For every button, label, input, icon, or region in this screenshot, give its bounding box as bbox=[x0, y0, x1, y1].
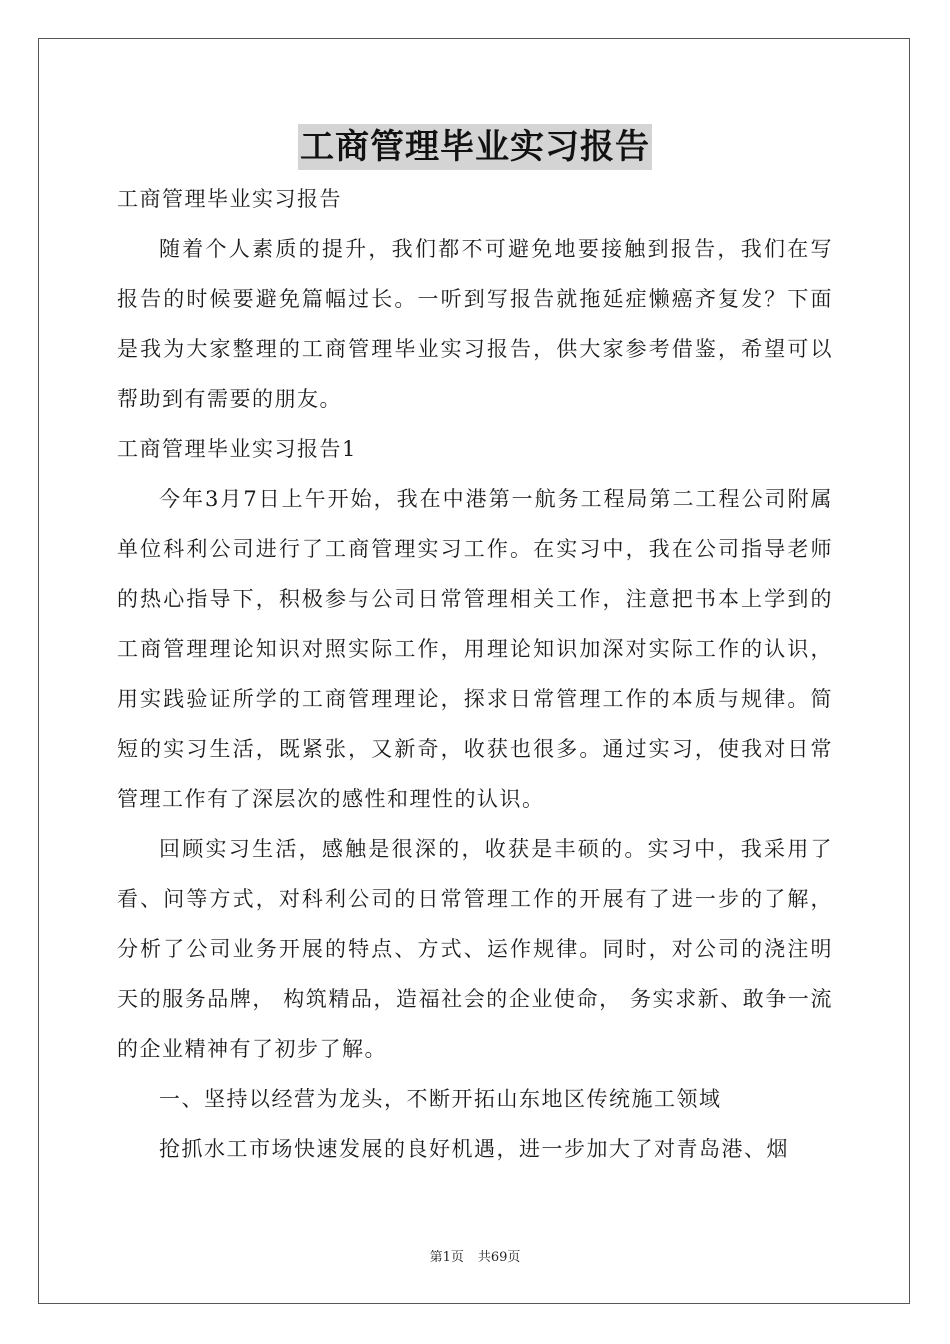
paragraph: 一、坚持以经营为龙头，不断开拓山东地区传统施工领域 bbox=[159, 1087, 722, 1111]
document-body bbox=[117, 174, 833, 1174]
page-number: 第1页 bbox=[429, 1250, 464, 1265]
page-footer bbox=[0, 1246, 950, 1265]
paragraph: 回顾实习生活，感触是很深的，收获是丰硕的。实习中，我采用了看、问等方式，对科利公司的日常管理工作的开展有了进一步的了解，分析了公司业务开展的特点、方式、运作规律。同时，对公司的浇注明天的服务品牌， 构筑精品，造福社会的企业使命， 务实求新、敢争一流的企业精神有了初步了解。 bbox=[117, 837, 833, 1061]
paragraph: 工商管理毕业实习报告1 bbox=[117, 437, 357, 461]
paragraph: 抢抓水工市场快速发展的良好机遇，进一步加大了对青岛港、烟 bbox=[159, 1137, 789, 1161]
title-container bbox=[0, 124, 950, 170]
page-total: 共69页 bbox=[477, 1250, 521, 1265]
document-title: 工商管理毕业实习报告 bbox=[298, 124, 652, 170]
paragraph: 工商管理毕业实习报告 bbox=[117, 187, 342, 211]
paragraph: 随着个人素质的提升，我们都不可避免地要接触到报告，我们在写报告的时候要避免篇幅过长。一听到写报告就拖延症懒癌齐复发？下面是我为大家整理的工商管理毕业实习报告，供大家参考借鉴，希望可以帮助到有需要的朋友。 bbox=[117, 237, 833, 411]
paragraph: 今年3月7日上午开始，我在中港第一航务工程局第二工程公司附属单位科利公司进行了工商管理实习工作。在实习中，我在公司指导老师的热心指导下，积极参与公司日常管理相关工作，注意把书本上学到的工商管理理论知识对照实际工作，用理论知识加深对实际工作的认识，用实践验证所学的工商管理理论，探求日常管理工作的本质与规律。简短的实习生活，既紧张，又新奇，收获也很多。通过实习，使我对日常管理工作有了深层次的感性和理性的认识。 bbox=[117, 487, 833, 811]
